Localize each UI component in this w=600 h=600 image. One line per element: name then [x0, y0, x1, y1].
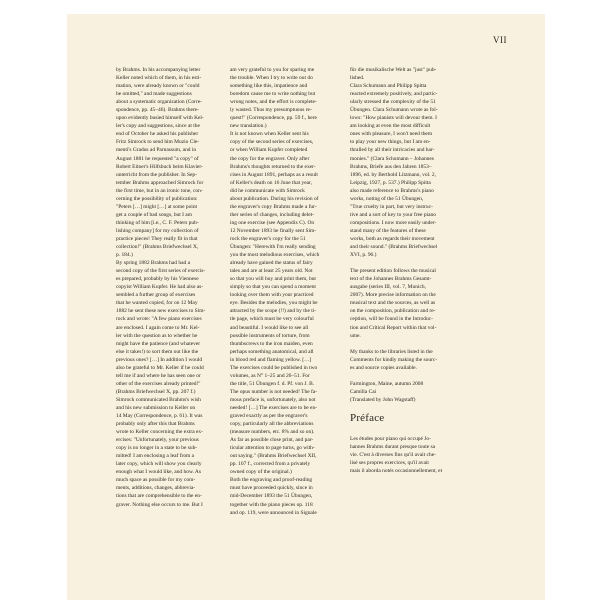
- text-line: on the composition, publication and re-: [350, 308, 436, 315]
- text-line: perhaps something anatomical, and all: [230, 348, 314, 355]
- text-line: owned copy of the original.): [230, 469, 292, 476]
- text-line: ercises: "Unfortunately, your previous: [116, 437, 199, 444]
- text-line: für die musikalische Welt as "just" pub-: [350, 67, 437, 73]
- text-line: compositions. I now more easily under-: [350, 219, 437, 226]
- text-line: mation, were already known or "could: [116, 83, 200, 90]
- page-number: VII: [493, 35, 507, 45]
- text-line: quest!" (Correspondence, pp. 59 f., here: [230, 115, 317, 122]
- text-line: to play your new things, but I am en-: [350, 139, 431, 146]
- text-line: copyist William Kupfer. He had also as-: [116, 284, 204, 291]
- text-line: copy, particularly all the abbreviations: [230, 421, 314, 428]
- text-line: Les études pour piano qui occupé Jo-: [350, 435, 431, 442]
- text-line: reacted extremely positively, and partic-: [350, 91, 438, 98]
- text-line: are enclosed. I again come to Mr. Kel-: [116, 324, 200, 331]
- text-line: the first time, but in an ironic tone, con-: [116, 187, 203, 194]
- text-line: By spring 1882 Brahms had had a: [116, 260, 191, 267]
- text-line: The exercises could be published in two: [230, 364, 318, 371]
- text-line: menti's Gradus ad Parnassum, and in: [116, 147, 197, 154]
- text-line: wrong notes, and the effort is complete-: [230, 99, 317, 106]
- text-line: tle page, which must be very colourful: [230, 316, 314, 323]
- text-line: sembled a further group of exercises: [116, 292, 196, 299]
- text-line: lished.: [350, 75, 365, 82]
- text-line: rock and wrote: "A few piano exercises: [116, 316, 202, 323]
- text-line: tember Brahms approached Simrock for: [116, 179, 204, 186]
- text-line: you the most melodious exercises, which: [230, 252, 320, 259]
- text-line: ler's copy and suggestions, since at the: [116, 123, 200, 130]
- text-line: vie. C'est à diverses fins qu'il avait che-: [350, 452, 436, 459]
- text-line: copy is no longer in a state to be sub-: [116, 445, 198, 452]
- text-line: [350, 372, 442, 380]
- text-line: of Keller's death on 16 June that year,: [230, 179, 312, 186]
- text-line: previous ones? […] In addition I would: [116, 356, 203, 363]
- text-line: tive and a sort of key to your free piano: [350, 211, 436, 218]
- text-line: Camilla Cai: [350, 388, 377, 395]
- text-line: the engraver's copy Brahms made a fur-: [230, 203, 317, 210]
- text-line: [350, 259, 442, 267]
- text-line: thralled by all their intricacies and har-: [350, 147, 435, 154]
- text-line: or when William Kupfer completed: [230, 147, 308, 154]
- text-line: As far as possible close print, and par-: [230, 437, 314, 444]
- text-line: wrote to Keller concerning the extra ex-: [116, 429, 203, 436]
- text-line: 1896, ed. by Berthold Litzmann, vol. 2,: [350, 171, 436, 178]
- text-line: the trouble. When I try to write out do: [230, 75, 313, 82]
- text-line: about publication. During his revision of: [230, 195, 319, 202]
- text-line: and op. 119, were announced in Signale: [230, 509, 317, 516]
- text-line: The opus number is not needed! The fa-: [230, 388, 318, 395]
- text-line: Simrock communicated Brahms's wish: [116, 396, 201, 403]
- text-line: get a couple of bad songs, but I am: [116, 211, 192, 218]
- text-line: volumes, as N° 1–25 and 26–51. For: [230, 372, 310, 379]
- text-line: graved exactly as per the engraver's: [230, 413, 308, 420]
- text-line: Keller noted which of them, in his esti-: [116, 75, 202, 82]
- text-line: collection!" (Brahms Briefwechsel X,: [116, 244, 199, 251]
- text-column-1: [116, 66, 205, 509]
- text-line: Comments for kindly making the sourc-: [350, 356, 438, 363]
- text-line: XVI, p. 96.): [350, 252, 377, 259]
- text-line: cises in August 1891, perhaps as a result: [230, 171, 318, 178]
- text-line: rock the engraver's copy for the 51: [230, 235, 306, 242]
- text-line: 2007). More precise information on the: [350, 292, 436, 299]
- text-line: Farmington, Maine, autumn 2008: [350, 380, 424, 387]
- text-line: (Brahms Briefwechsel X, pp. 207 f.): [116, 388, 196, 395]
- text-line: did he communicate with Simrock: [230, 187, 305, 194]
- text-line: Leipzig, 1927, p. 537.) Philipp Spitta: [350, 179, 431, 186]
- text-line: the copy for the engraver. Only after: [230, 155, 310, 162]
- text-line: es prepared, probably by his Viennese: [116, 276, 199, 283]
- text-line: works, both as regards their movement: [350, 235, 435, 242]
- text-line: tion and Critical Report within that vol-: [350, 324, 437, 331]
- text-line: cerning the possibility of publication:: [116, 195, 198, 202]
- text-line: pp. 107 f., corrected from a privately: [230, 461, 311, 468]
- text-line: ther series of changes, including delet-: [230, 211, 314, 218]
- text-line: else it takes!) to sort them out like the: [116, 348, 199, 355]
- text-line: am very grateful to you for sparing me: [230, 67, 315, 73]
- text-line: unterricht from the publisher. In Sep-: [116, 171, 197, 178]
- text-line: Clara Schumann and Philipp Spitta: [350, 83, 427, 90]
- text-line: copy of the second series of exercises,: [230, 139, 314, 146]
- text-line: thumbscrews to the iron maiden, even: [230, 340, 313, 347]
- text-line: works, noting of the 51 Übungen,: [350, 195, 424, 202]
- text-line: also be grateful to Mr. Keller if he could: [116, 364, 204, 371]
- text-line: [350, 340, 442, 348]
- text-line: practice pieces! They really fit in that: [116, 235, 198, 242]
- text-line: mais il aborda notés occasionnellement, et: [350, 468, 443, 475]
- text-column-2: [230, 66, 319, 517]
- text-line: so that you will buy and print them, but: [230, 276, 316, 283]
- text-line: attracted by the scope (!!) and by the ti-: [230, 308, 317, 315]
- text-line: ler with the question as to whether he: [116, 332, 198, 339]
- text-line: that he wanted copied, for on 12 May: [116, 300, 198, 307]
- text-line: (measure numbers, etc. 8% and so on).: [230, 429, 315, 436]
- text-line: must have proceeded quickly, since in: [230, 485, 313, 492]
- text-line: August 1881 he requested "a copy" of: [116, 155, 199, 162]
- text-line: hannes Brahms durant presque toute sa: [350, 444, 436, 451]
- text-line: second copy of the first series of exercis-: [116, 268, 206, 275]
- text-line: 12 November 1893 he finally sent Sim-: [230, 227, 317, 234]
- text-line: es and source copies available.: [350, 364, 417, 371]
- section-heading: Préface: [350, 411, 385, 424]
- text-line: much space as possible for my com-: [116, 477, 196, 484]
- text-line: also made reference to Brahms's piano: [350, 187, 434, 194]
- text-line: p. 184.): [116, 252, 133, 259]
- text-line: about a systematic organization (Corre-: [116, 99, 202, 106]
- text-line: My thanks to the libraries listed in the: [350, 348, 433, 355]
- text-line: simply so that you can spend a moment: [230, 284, 316, 291]
- text-line: and his new submission to Keller on: [116, 404, 196, 411]
- text-line: ception, will be found in the Introduc-: [350, 316, 433, 323]
- text-line: later copy, which will show you clearly: [116, 461, 202, 468]
- text-line: am looking at even the most difficult: [350, 123, 431, 130]
- text-line: new translation.): [230, 123, 267, 130]
- text-line: tales and are at least 25 years old. Not: [230, 268, 313, 275]
- text-line: Fritz Simrock to send him Muzio Cle-: [116, 139, 200, 146]
- text-line: tell me if and where he has seen one or: [116, 372, 201, 379]
- text-line: and beautiful. I would like to see all: [230, 324, 309, 331]
- text-line: Robert Eitner's Hilfsbuch beim Klavier-: [116, 163, 203, 170]
- text-line: mitted! I am enclosing a leaf from a: [116, 453, 195, 460]
- text-line: possible instruments of torture, from: [230, 332, 310, 339]
- text-line: tions that are comprehensible to the en-: [116, 493, 202, 500]
- text-line: and their sound." (Brahms Briefwechsel: [350, 244, 438, 251]
- text-line: end of October he asked his publisher: [116, 131, 199, 138]
- text-line: Übungen. Clara Schumann wrote as fol-: [350, 107, 438, 114]
- text-line: monies." (Clara Schumann – Johannes: [350, 155, 434, 162]
- text-line: 14 May (Correspondence, p. 61). It was: [116, 413, 203, 420]
- text-line: eye. Besides the melodies, you might be: [230, 300, 318, 307]
- text-line: ularly stressed the complexity of the 51: [350, 99, 436, 106]
- text-line: upon evidently busied himself with Kel-: [116, 115, 204, 122]
- text-line: boredom cause me to write nothing but: [230, 91, 316, 98]
- text-line: thinking of him [i.e., C. F. Peters pub-: [116, 219, 199, 226]
- text-line: Brahms, Briefe aus den Jahren 1853–: [350, 163, 432, 170]
- text-line: 1882 he sent these new exercises to Sim-: [116, 308, 206, 315]
- text-line: ing one exercise (see Appendix C). On: [230, 219, 315, 226]
- text-line: ments, additions, changes, abbrevia-: [116, 485, 196, 492]
- text-line: lishing company] for my collection of: [116, 227, 199, 234]
- text-column-3: [350, 66, 442, 475]
- text-line: The present edition follows the musical: [350, 268, 436, 275]
- text-line: might have the patience (and whatever: [116, 340, 201, 347]
- text-line: ticular attention to page turns, go with-: [230, 445, 315, 452]
- text-line: probably only after this that Brahms: [116, 421, 195, 428]
- text-line: the title, 51 Übungen f. d. Pf. von J. B.: [230, 380, 315, 387]
- text-line: Übungen: "Herewith I'm really sending: [230, 244, 316, 251]
- text-line: needed! […] The exercises are to be en-: [230, 404, 318, 411]
- text-line: Brahms's thoughts returned to the exer-: [230, 163, 316, 170]
- text-line: ly wasted. Thus my presumptuous re-: [230, 107, 312, 114]
- text-line: other of the exercises already printed!": [116, 380, 201, 387]
- text-line: Both the engraving and proof-reading: [230, 477, 313, 484]
- text-line: mous preface is, unfortunately, also not: [230, 396, 316, 403]
- text-line: out saying." (Brahms Briefwechsel XII,: [230, 453, 317, 460]
- book-page: [67, 14, 545, 600]
- text-line: enough what I would like, and how. As: [116, 469, 201, 476]
- text-line: ausgabe (series III, vol. 7, Munich,: [350, 284, 426, 291]
- text-line: graver. Nothing else occurs to me. But I: [116, 501, 203, 508]
- text-line: mid-December 1893 the 51 Übungen,: [230, 493, 313, 500]
- text-line: lisé ses propres exercices, qu'il avait: [350, 460, 429, 467]
- text-line: be omitted," and made suggestions: [116, 91, 192, 98]
- text-line: "Peters […] might […] at some point: [116, 203, 198, 210]
- text-line: ones with pleasure, I won't need them: [350, 131, 433, 138]
- text-line: It is not known when Keller sent his: [230, 131, 309, 138]
- text-line: "True cruelty in part, but very instruc-: [350, 203, 433, 210]
- text-line: musical text and the sources, as well as: [350, 300, 436, 307]
- text-line: together with the piano pieces op. 118: [230, 501, 313, 508]
- text-line: by Brahms. In his accompanying letter: [116, 67, 201, 73]
- text-line: ume.: [350, 332, 361, 339]
- text-line: lows: "How pianists will devour them. I: [350, 115, 437, 122]
- text-line: looking over them with your practiced: [230, 292, 314, 299]
- text-line: something like this, impatience and: [230, 83, 308, 90]
- text-line: spondence, pp. 45–46). Brahms there-: [116, 107, 199, 114]
- text-line: text of the Johannes Brahms Gesamt-: [350, 276, 432, 283]
- text-line: stand many of the features of these: [350, 227, 426, 234]
- text-line: in blood red and flaming yellow. […]: [230, 356, 312, 363]
- text-line: already have gained the status of fairy: [230, 260, 313, 267]
- text-line: (Translated by John Wagstaff): [350, 396, 416, 403]
